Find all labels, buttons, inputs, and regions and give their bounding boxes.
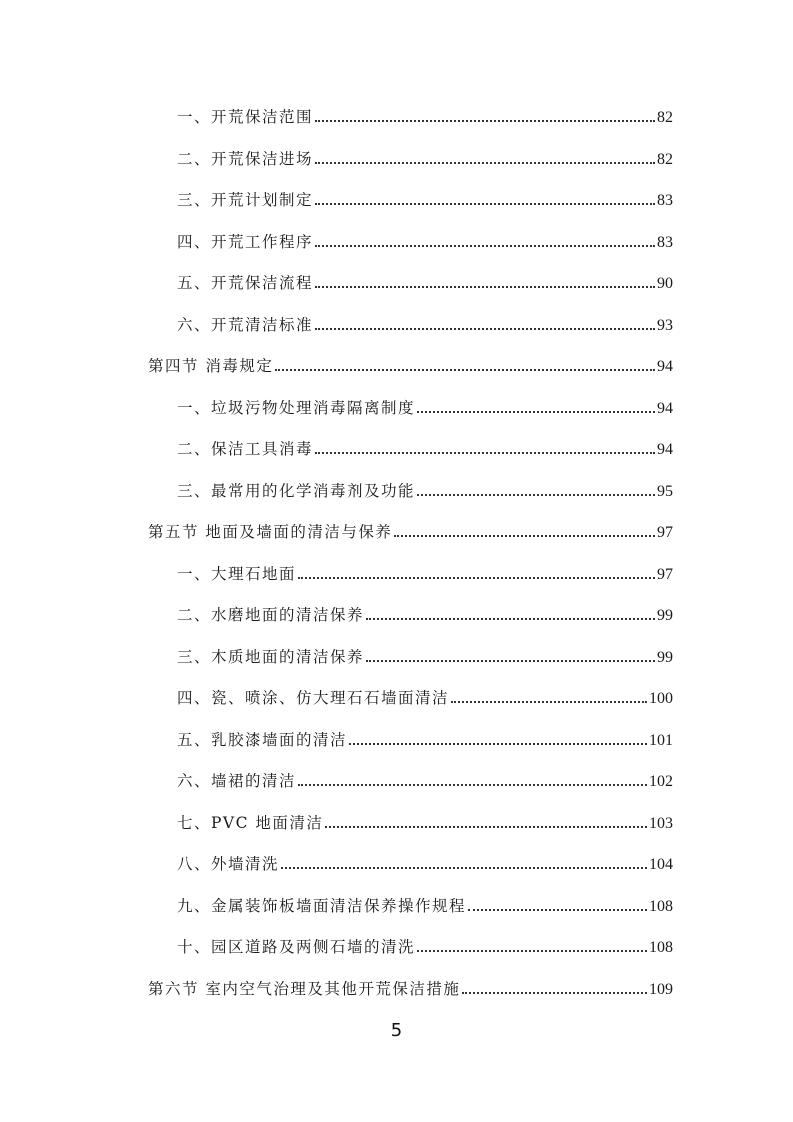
toc-entry[interactable]	[177, 315, 673, 335]
dot-leader	[325, 826, 647, 828]
toc-entry-label: 第五节 地面及墙面的清洁与保养	[148, 523, 393, 541]
toc-entry-label: 一、开荒保洁范围	[177, 108, 314, 126]
toc-entry-page: 95	[657, 483, 673, 500]
toc-entry[interactable]	[177, 647, 673, 667]
toc-entry-label: 二、保洁工具消毒	[177, 440, 314, 458]
toc-entry-page: 104	[649, 856, 673, 873]
toc-entry-label: 一、垃圾污物处理消毒隔离制度	[177, 399, 416, 417]
toc-entry-page: 93	[657, 317, 673, 334]
dot-leader	[366, 618, 655, 620]
toc-section-entry[interactable]	[148, 979, 673, 999]
toc-entry-label: 三、开荒计划制定	[177, 191, 314, 209]
toc-entry-page: 94	[657, 400, 673, 417]
toc-entry-page: 94	[657, 358, 673, 375]
toc-entry-label: 第四节 消毒规定	[148, 357, 274, 375]
toc-entry-page: 108	[649, 898, 673, 915]
dot-leader	[394, 535, 655, 537]
toc-entry-page: 97	[657, 524, 673, 541]
dot-leader	[315, 162, 655, 164]
dot-leader	[315, 203, 655, 205]
toc-entry[interactable]	[177, 688, 673, 708]
dot-leader	[468, 909, 647, 911]
toc-entry-label: 五、开荒保洁流程	[177, 274, 314, 292]
toc-entry-page: 101	[649, 732, 673, 749]
toc-entry[interactable]	[177, 107, 673, 127]
dot-leader	[462, 992, 647, 994]
toc-section-entry[interactable]	[148, 522, 673, 542]
toc-entry[interactable]	[177, 771, 673, 791]
toc-entry[interactable]	[177, 854, 673, 874]
toc-entry-label: 八、外墙清洗	[177, 855, 280, 873]
toc-entry-label: 四、开荒工作程序	[177, 233, 314, 251]
dot-leader	[349, 743, 647, 745]
toc-entry-label: 第六节 室内空气治理及其他开荒保洁措施	[148, 980, 461, 998]
toc-entry[interactable]	[177, 937, 673, 957]
toc-entry-page: 99	[657, 607, 673, 624]
toc-entry[interactable]	[177, 730, 673, 750]
toc-entry-page: 109	[649, 981, 673, 998]
toc-entry-label: 五、乳胶漆墙面的清洁	[177, 731, 348, 749]
dot-leader	[281, 867, 647, 869]
toc-entry-page: 97	[657, 566, 673, 583]
dot-leader	[315, 120, 655, 122]
toc-entry[interactable]	[177, 813, 673, 833]
toc-entry[interactable]	[177, 190, 673, 210]
toc-entry[interactable]	[177, 439, 673, 459]
dot-leader	[417, 950, 647, 952]
dot-leader	[315, 328, 655, 330]
toc-entry[interactable]	[177, 273, 673, 293]
toc-entry-page: 108	[649, 939, 673, 956]
toc-entry[interactable]	[177, 896, 673, 916]
toc-entry-label: 一、大理石地面	[177, 565, 297, 583]
toc-entry[interactable]	[177, 232, 673, 252]
toc-entry-label: 十、园区道路及两侧石墙的清洗	[177, 938, 416, 956]
toc-entry[interactable]	[177, 564, 673, 584]
toc-entry-label: 七、PVC 地面清洁	[177, 814, 324, 832]
toc-entry-page: 103	[649, 815, 673, 832]
toc-entry-page: 100	[649, 690, 673, 707]
dot-leader	[417, 411, 655, 413]
toc-entry-page: 99	[657, 649, 673, 666]
toc-entry[interactable]	[177, 481, 673, 501]
toc-entry-page: 94	[657, 441, 673, 458]
dot-leader	[275, 369, 655, 371]
toc-entry-page: 90	[657, 275, 673, 292]
dot-leader	[298, 784, 647, 786]
toc-entry[interactable]	[177, 605, 673, 625]
toc-entry-page: 82	[657, 151, 673, 168]
dot-leader	[417, 494, 655, 496]
toc-entry-label: 六、墙裙的清洁	[177, 772, 297, 790]
dot-leader	[315, 245, 655, 247]
dot-leader	[451, 701, 647, 703]
toc-entry-label: 二、开荒保洁进场	[177, 150, 314, 168]
toc-section-entry[interactable]	[148, 356, 673, 376]
toc-entry-label: 三、最常用的化学消毒剂及功能	[177, 482, 416, 500]
toc-entry-page: 83	[657, 234, 673, 251]
dot-leader	[298, 577, 655, 579]
toc-entry[interactable]	[177, 398, 673, 418]
toc-entry-label: 三、木质地面的清洁保养	[177, 648, 365, 666]
toc-entry-label: 四、瓷、喷涂、仿大理石石墙面清洁	[177, 689, 450, 707]
dot-leader	[315, 452, 655, 454]
toc-entry-page: 83	[657, 192, 673, 209]
toc-entry-page: 82	[657, 109, 673, 126]
toc-entry-label: 二、水磨地面的清洁保养	[177, 606, 365, 624]
toc-entry-label: 九、金属装饰板墙面清洁保养操作规程	[177, 897, 467, 915]
toc-entry-label: 六、开荒清洁标准	[177, 316, 314, 334]
dot-leader	[366, 660, 655, 662]
toc-entry-page: 102	[649, 773, 673, 790]
dot-leader	[315, 286, 655, 288]
toc-entry[interactable]	[177, 149, 673, 169]
page-number: 5	[390, 1020, 403, 1041]
